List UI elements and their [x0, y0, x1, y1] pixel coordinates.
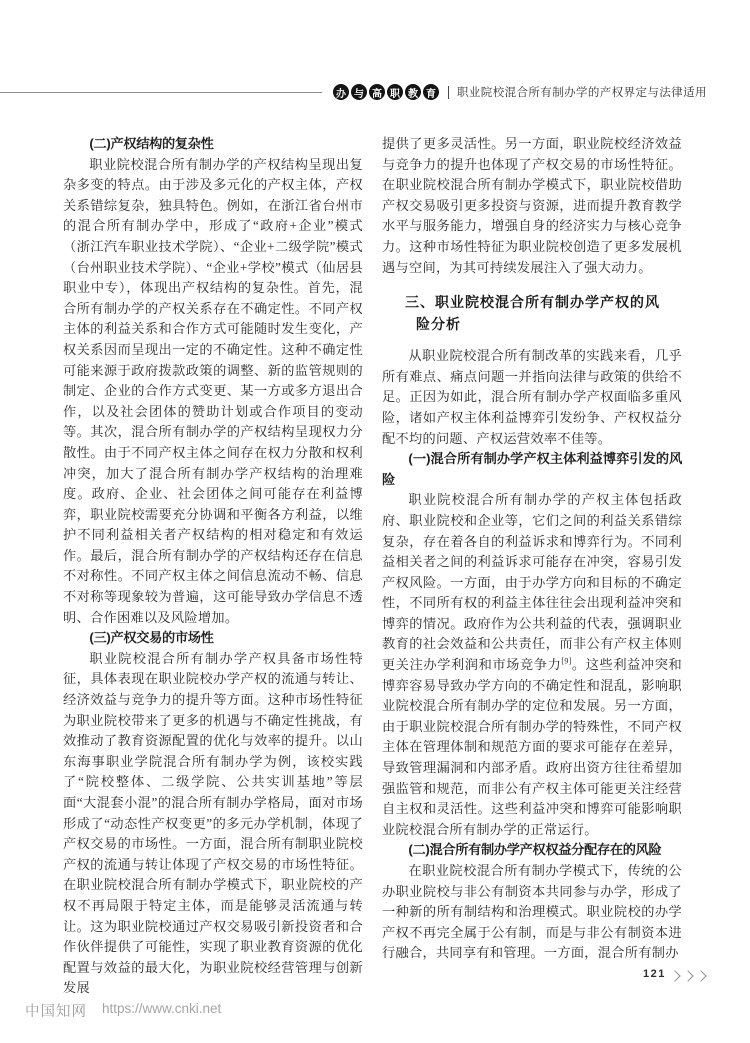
citation-marker-9: [9] — [561, 656, 572, 666]
column-badge-char-icon: 办 — [333, 84, 349, 100]
subheading-property-structure-complexity: (二)产权结构的复杂性 — [89, 136, 214, 151]
column-badge-char-icon: 教 — [405, 84, 421, 100]
header-divider — [448, 86, 449, 99]
chevrons-right-icon — [671, 972, 705, 980]
page-header — [333, 83, 707, 101]
left-column — [63, 134, 363, 999]
subheading-risk-interest-game: (一)混合所有制办学产权主体利益博弈引发的风险 — [382, 451, 682, 487]
paragraph-marketability: 职业院校混合所有制办学产权具备市场性特征，具体表现在职业院校办学产权的流通与转让、经济效益与竞争力的提升等方面。这种市场性特征为职业院校带来了更多的机遇与不确定性挑战，有效推动了教育资源配置的优化与效率的提升。以山东海事职业学院混合所有制办学为例，该校实践了“院校整体、二级学院、公共实训基地”等层面“大混套小混”的混合所有制办学格局，面对市场形成了“动态性产权变更”的多元办学机制，体现了产权交易的市场性。一方面，混合所有制职业院校产权的流通与转让体现了产权交易的市场性特征。在职业院校混合所有制办学模式下，职业院校的产权不再局限于特定主体，而是能够灵活流通与转让。这为职业院校通过产权交易吸引新投资者和合作伙伴提供了可能性，实现了职业教育资源的优化配置与效益的最大化，为职业院校经营管理与创新发展 — [63, 650, 363, 996]
column-badge-char-icon: 育 — [423, 84, 439, 100]
right-column — [382, 134, 682, 964]
paragraph-risk1-text-pre: 职业院校混合所有制办学的产权主体包括政府、职业院校和企业等，它们之间的利益关系错综复杂，存在着各自的利益诉求和博弈行为。不同利益相关者之间的利益诉求可能存在冲突，容易引发产权风险。一方面，由于办学方向和目标的不确定性，不同所有权的利益主体往往会出现利益冲突和博弈的情况。政府作为公共利益的代表，强调职业教育的社会效益和公共责任，而非公有产权主体则更关注办学利润和市场竞争力 — [382, 492, 682, 673]
column-badge-char-icon: 与 — [351, 84, 367, 100]
paragraph-complexity: 职业院校混合所有制办学的产权结构呈现出复杂多变的特点。由于涉及多元化的产权主体，产权关系错综复杂，独具特色。例如，在浙江省台州市的混合所有制办学中，形成了“政府+企业”模式（浙江汽车职业技术学院）、“企业+二级学院”模式（台州职业技术学院）、“企业+学校”模式（仙居县职业中专），体现出产权结构的复杂性。首先，混合所有制办学的产权关系存在不确定性。不同产权主体的利益关系和合作方式可能随时发生变化，产权关系因而呈现出一定的不确定性。这种不确定性可能来源于政府拨款政策的调整、新的监管规则的制定、企业的合作方式变更、某一方或多方退出合作，以及社会团体的赞助计划或合作项目的变动等。其次，混合所有制办学的产权结构呈现权力分散性。由于不同产权主体之间存在权力分散和权利冲突，加大了混合所有制办学产权结构的治理难度。政府、企业、社会团体之间可能存在利益博弈，职业院校需要充分协调和平衡各方利益，以维护不同利益相关者产权结构的相对稳定和有效运作。最后，混合所有制办学的产权结构还存在信息不对称性。不同产权主体之间信息流动不畅、信息不对称等现象较为普遍，这可能导致办学信息不透明、合作困难以及风险增加。 — [63, 156, 363, 625]
chevron-right-icon — [669, 970, 680, 981]
paragraph-risk-benefit-distribution: 在职业院校混合所有制办学模式下，传统的公办职业院校与非公有制资本共同参与办学，形成了一种新的所有制结构和治理模式。职业院校的办学产权不再完全属于公有制，而是与非公有制资本进行融合，共同享有和管理。一方面，混合所有制办 — [382, 863, 682, 961]
section-heading-risk-analysis: 三、职业院校混合所有制办学产权的风险分析 — [405, 294, 660, 333]
cnki-watermark-site-url: https://www.cnki.net — [102, 1001, 222, 1016]
column-badge-char-icon: 高 — [369, 84, 385, 100]
paragraph-marketability-continued: 提供了更多灵活性。另一方面，职业院校经济效益与竞争力的提升也体现了产权交易的市场性特征。在职业院校混合所有制办学模式下，职业院校借助产权交易吸引更多投资与资源，进而提升教育教学水平与服务能力，增强自身的经济实力与核心竞争力。这种市场性特征为职业院校创造了更多发展机遇与空间，为其可持续发展注入了强大动力。 — [382, 136, 682, 275]
paragraph-risk1-text-post: 。这些利益冲突和博弈容易导致办学方向的不确定性和混乱，影响职业院校混合所有制办学的定位和发展。另一方面，由于职业院校混合所有制办学的特殊性，不同产权主体在管理体制和规范方面的要求可能存在差异，导致管理漏洞和内部矛盾。政府出资方往往希望加强监管和规范，而非公有产权主体可能更关注经营自主权和灵活性。这些利益冲突和博弈可能影响职业院校混合所有制办学的正常运行。 — [382, 657, 682, 837]
column-badge — [333, 84, 439, 100]
subheading-risk-benefit-distribution: (二)混合所有制办学产权权益分配存在的风险 — [408, 842, 662, 858]
running-head-article-title: 职业院校混合所有制办学的产权界定与法律适用 — [457, 87, 707, 99]
paragraph-risk-intro: 从职业院校混合所有制改革的实践来看，几乎所有难点、痛点问题一并指向法律与政策的供给不足。正因为如此，混合所有制办学产权面临多重风险，诸如产权主体利益博弈引发纷争、产权权益分配不均的问题、产权运营效率不佳等。 — [382, 348, 682, 446]
column-badge-char-icon: 职 — [387, 84, 403, 100]
subheading-transaction-marketability: (三)产权交易的市场性 — [89, 630, 214, 646]
page-number: 121 — [643, 968, 666, 980]
cnki-watermark-site-name: 中国知网 — [25, 1004, 87, 1020]
chevron-right-icon — [682, 970, 693, 981]
paragraph-risk-interest-game — [382, 490, 682, 840]
chevron-right-icon — [695, 970, 706, 981]
header-rule — [0, 92, 322, 93]
